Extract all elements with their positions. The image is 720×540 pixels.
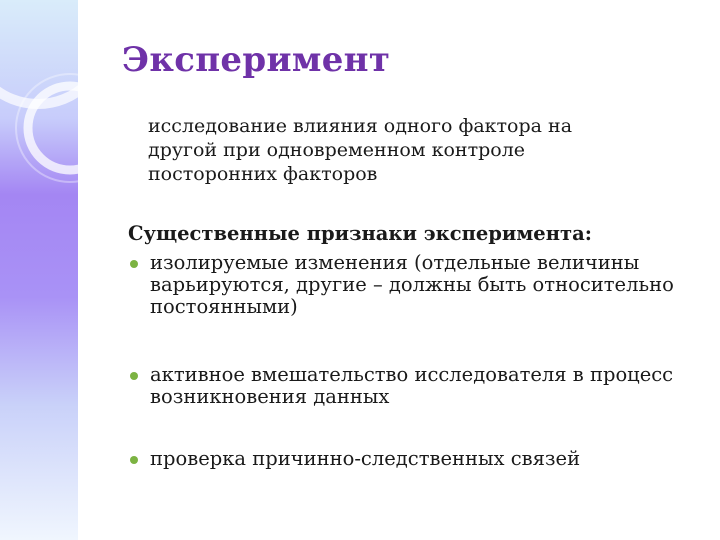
bullet-dot-icon [130, 260, 138, 268]
bullet-item [130, 364, 700, 408]
bullet-dot-icon [130, 372, 138, 380]
bullet-text: изолируемые изменения (отдельные величины варьируются, другие – должны быть относительно постоянными) [150, 251, 674, 318]
bullet-dot-icon [130, 456, 138, 464]
bullet-text: проверка причинно-следственных связей [150, 447, 581, 470]
section-heading: Существенные признаки эксперимента: [128, 222, 592, 245]
definition-text: исследование влияния одного фактора на другой при одновременном контроле посторонних факторов [148, 115, 573, 185]
bullet-item [130, 252, 700, 318]
bullet-item [130, 448, 700, 470]
bullet-text: активное вмешательство исследователя в процесс возникновения данных [150, 363, 674, 408]
slide-title: Эксперимент [122, 40, 391, 80]
decorative-side-band [0, 0, 78, 540]
